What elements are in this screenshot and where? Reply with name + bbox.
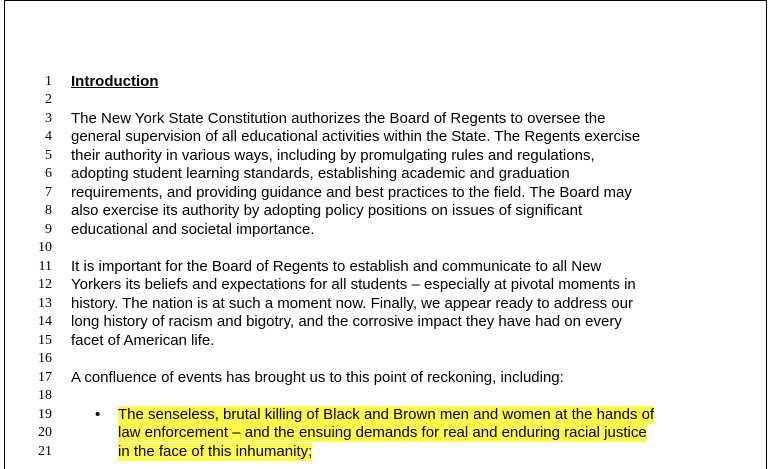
highlighted-bullet-line: in the face of this inhumanity;	[118, 443, 313, 460]
line-number: 16	[38, 351, 52, 366]
line-9	[0, 221, 760, 239]
paragraph-line: long history of racism and bigotry, and the corrosive impact they have had on every	[71, 313, 622, 330]
paragraph-line: adopting student learning standards, establishing academic and graduation	[71, 165, 570, 182]
line-17	[0, 369, 760, 387]
line-1	[0, 73, 760, 91]
line-number: 18	[38, 388, 52, 403]
line-number: 1	[45, 74, 52, 89]
line-number: 2	[45, 92, 52, 107]
line-6	[0, 165, 760, 183]
line-number: 13	[38, 296, 52, 311]
line-3	[0, 110, 760, 128]
line-14	[0, 313, 760, 331]
line-4	[0, 128, 760, 146]
line-5	[0, 147, 760, 165]
line-number: 5	[45, 148, 52, 163]
paragraph-line: also exercise its authority by adopting policy positions on issues of significant	[71, 202, 583, 219]
line-16	[0, 350, 760, 368]
line-13	[0, 295, 760, 313]
line-number: 7	[45, 185, 52, 200]
line-10	[0, 239, 760, 257]
line-number: 11	[38, 259, 52, 274]
line-number: 10	[38, 240, 52, 255]
line-18	[0, 387, 760, 405]
line-12	[0, 276, 760, 294]
line-number: 19	[38, 407, 52, 422]
paragraph-line: A confluence of events has brought us to this point of reckoning, including:	[71, 369, 564, 386]
line-number: 3	[45, 111, 52, 126]
line-11	[0, 258, 760, 276]
bullet-icon: •	[95, 406, 101, 423]
line-number: 21	[38, 444, 52, 459]
line-7	[0, 184, 760, 202]
paragraph-line: requirements, and providing guidance and best practices to the field. The Board may	[71, 184, 632, 201]
line-number: 4	[45, 129, 52, 144]
line-number: 17	[38, 370, 52, 385]
line-2	[0, 91, 760, 109]
paragraph-line: The New York State Constitution authorizes the Board of Regents to oversee the	[71, 110, 606, 127]
paragraph-line: history. The nation is at such a moment now. Finally, we appear ready to address our	[71, 295, 633, 312]
line-number: 8	[45, 203, 52, 218]
paragraph-line: facet of American life.	[71, 332, 215, 349]
line-number: 6	[45, 166, 52, 181]
paragraph-line: general supervision of all educational activities within the State. The Regents exercise	[71, 128, 641, 145]
paragraph-line: educational and societal importance.	[71, 221, 315, 238]
line-8	[0, 202, 760, 220]
line-19	[0, 406, 760, 424]
paragraph-line: Yorkers its beliefs and expectations for all students – especially at pivotal moments in	[71, 276, 636, 293]
line-21	[0, 443, 760, 461]
line-number: 20	[38, 425, 52, 440]
section-heading: Introduction	[71, 73, 159, 90]
line-number: 14	[38, 314, 52, 329]
highlighted-bullet-line: law enforcement – and the ensuing demands for real and enduring racial justice	[118, 424, 647, 441]
line-15	[0, 332, 760, 350]
paragraph-line: their authority in various ways, including by promulgating rules and regulations,	[71, 147, 595, 164]
line-number: 15	[38, 333, 52, 348]
line-number: 12	[38, 277, 52, 292]
highlighted-bullet-line: The senseless, brutal killing of Black and Brown men and women at the hands of	[118, 406, 655, 423]
line-number: 9	[45, 222, 52, 237]
line-20	[0, 424, 760, 442]
paragraph-line: It is important for the Board of Regents to establish and communicate to all New	[71, 258, 602, 275]
